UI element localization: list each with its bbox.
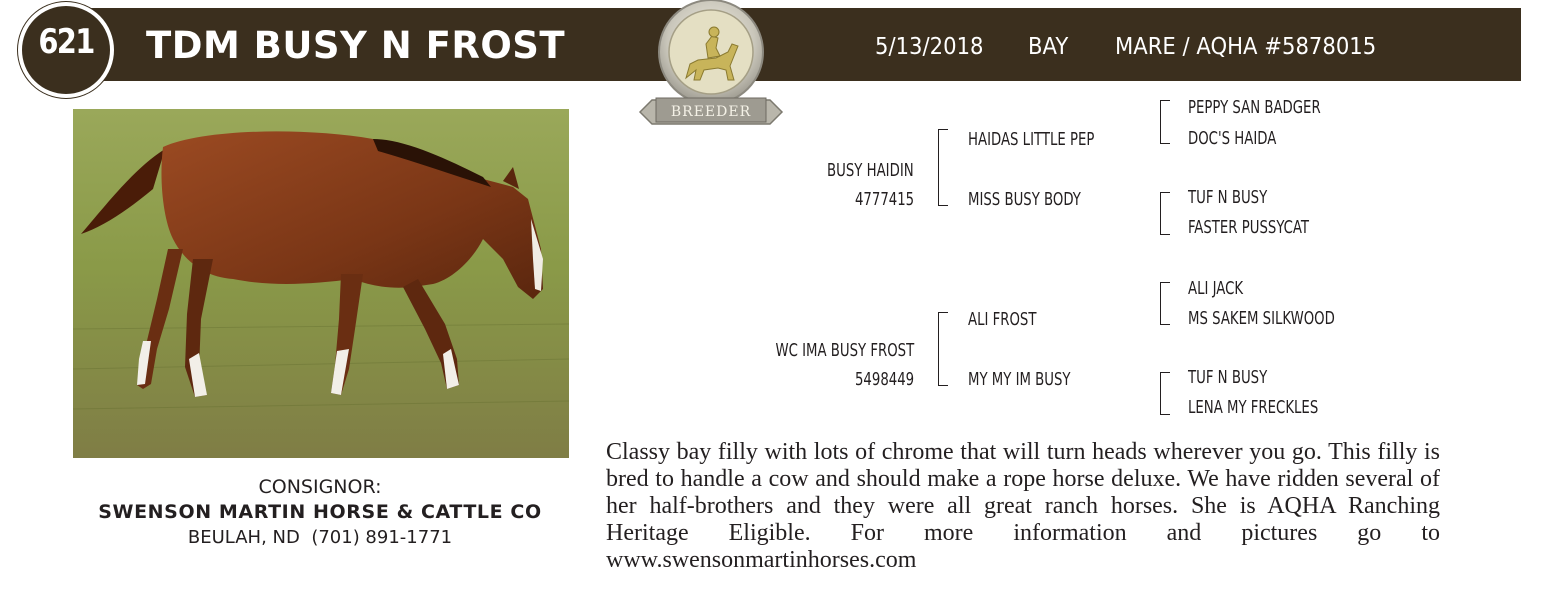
lot-number: 621 (38, 22, 94, 62)
pedigree-dam-dam-dam: LENA MY FRECKLES (1188, 397, 1319, 418)
pedigree-sire-dam-sire: TUF N BUSY (1188, 187, 1268, 208)
pedigree-sire-reg: 4777415 (854, 189, 914, 210)
consignor-phone: (701) 891-1771 (311, 527, 453, 548)
ranching-heritage-breeder-seal-icon (638, 0, 784, 132)
bracket-dam (938, 312, 948, 386)
bracket-sire-dam (1160, 192, 1170, 235)
seal-banner-text: BREEDER (670, 104, 752, 120)
horse-color: BAY (1028, 34, 1069, 60)
pedigree-sire-sire-dam: DOC'S HAIDA (1188, 128, 1277, 149)
bay-filly-photo (73, 109, 569, 458)
horse-description: Classy bay filly with lots of chrome that will turn heads wherever you go. This filly is bred to handle a cow and should make a rope horse deluxe. We have ridden several of her half-brothers and they were all great ranch horses. She is AQHA Ranching Heritage Eligible. For more information and pictures go to www.swensonmartinhorses.com (606, 439, 1440, 573)
consignor-contact (60, 525, 580, 551)
sex-registration: MARE / AQHA #5878015 (1115, 34, 1377, 60)
pedigree-dam-sire: ALI FROST (968, 309, 1037, 330)
bracket-dam-sire (1160, 282, 1170, 325)
horse-name: TDM BUSY N FROST (146, 24, 566, 67)
consignor-location: BEULAH, ND (187, 527, 300, 548)
pedigree-dam-sire-sire: ALI JACK (1188, 278, 1244, 299)
bracket-sire-sire (1160, 100, 1170, 144)
consignor-name: SWENSON MARTIN HORSE & CATTLE CO (98, 501, 542, 523)
pedigree-sire-sire-sire: PEPPY SAN BADGER (1188, 97, 1321, 118)
bracket-dam-dam (1160, 372, 1170, 415)
consignor-block (60, 475, 580, 551)
pedigree-dam-name: WC IMA BUSY FROST (775, 340, 914, 361)
pedigree-sire-sire: HAIDAS LITTLE PEP (968, 129, 1095, 150)
pedigree-sire-dam: MISS BUSY BODY (968, 189, 1081, 210)
bracket-sire (938, 129, 948, 206)
pedigree-dam-reg: 5498449 (854, 369, 914, 390)
pedigree-dam-sire-dam: MS SAKEM SILKWOOD (1188, 308, 1335, 329)
pedigree-sire-dam-dam: FASTER PUSSYCAT (1188, 217, 1309, 238)
consignor-label: CONSIGNOR: (258, 476, 382, 498)
pedigree-sire-name: BUSY HAIDIN (827, 160, 914, 181)
pedigree-dam-dam: MY MY IM BUSY (968, 369, 1071, 390)
pedigree-dam-dam-sire: TUF N BUSY (1188, 367, 1268, 388)
foal-date: 5/13/2018 (875, 34, 984, 60)
